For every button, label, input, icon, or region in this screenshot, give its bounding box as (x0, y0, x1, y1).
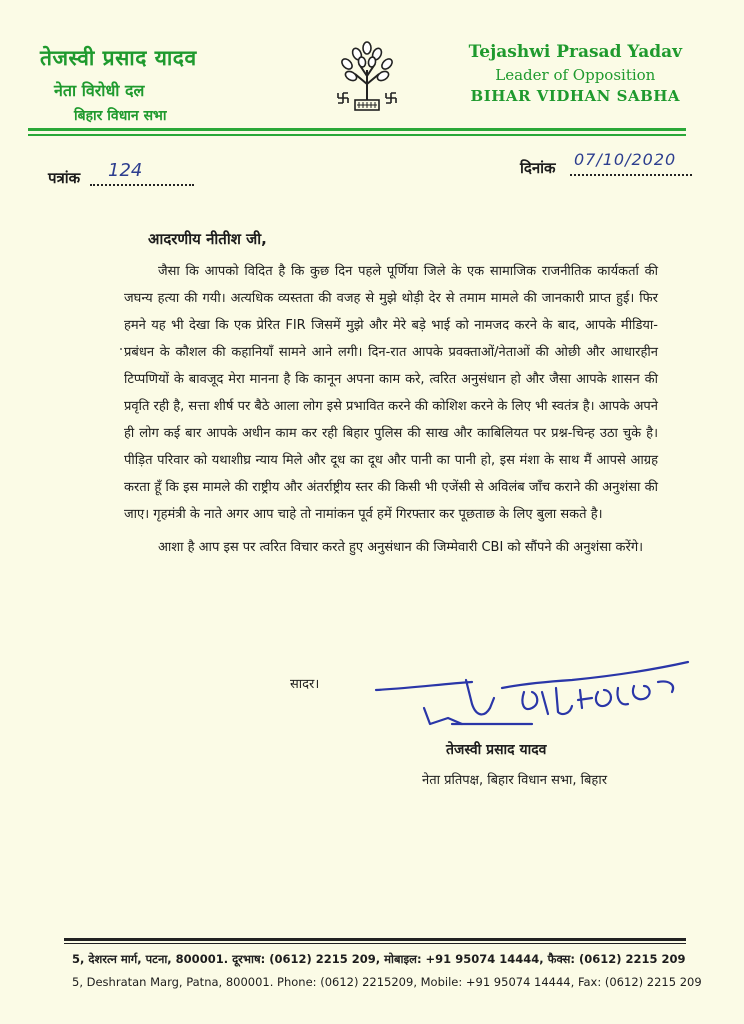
letterhead-english-post: Leader of Opposition (495, 66, 656, 84)
footer-rule-bottom (64, 943, 686, 944)
letterhead-hindi-name: तेजस्वी प्रसाद यादव (40, 46, 197, 70)
signatory-name: तेजस्वी प्रसाद यादव (446, 742, 547, 758)
letterhead-english-house: BIHAR VIDHAN SABHA (470, 87, 681, 105)
letterhead-hindi-house: बिहार विधान सभा (74, 108, 167, 124)
letter-body (124, 258, 658, 561)
scan-speck (120, 348, 122, 350)
footer-address-hindi: 5, देशरत्न मार्ग, पटना, 800001. दूरभाष: (0612) 2215 209, मोबाइल: +91 95074 14444, फैक्स: (0612) 2215 209 (72, 952, 686, 966)
reference-label: पत्रांक (48, 169, 81, 187)
salutation: आदरणीय नीतीश जी, (148, 230, 267, 248)
letterhead-rule-bottom (28, 134, 686, 136)
signatory-title: नेता प्रतिपक्ष, बिहार विधान सभा, बिहार (422, 773, 608, 788)
body-paragraph-1: जैसा कि आपको विदित है कि कुछ दिन पहले पूर्णिया जिले के एक सामाजिक राजनीतिक कार्यकर्ता की जघन्य हत्या की गयी। अत्यधिक व्यस्तता की वजह से मुझे थोड़ी देर से तमाम मामले की जानकारी प्राप्त हुई। फिर हमने यह भी देखा कि एक प्रेरित FIR जिसमें मुझे और मेरे बड़े भाई को नामजद करने के बाद, आपके मीडिया-प्रबंधन के कौशल की कहानियाँ सामने आने लगी। दिन-रात आपके प्रवक्ताओं/नेताओं की ओछी और आधारहीन टिप्पणियों के बावजूद मेरा मानना है कि कानून अपना काम करे, त्वरित अनुसंधान हो और जैसा आपके शासन की प्रवृति रही है, सत्ता शीर्ष पर बैठे आला लोग इसे प्रभावित करने की कोशिश करने के लिए भी स्वतंत्र है। आपके अपने ही लोग कई बार आपके अधीन काम कर रही बिहार पुलिस की साख और काबिलियत पर प्रश्न-चिन्ह उठा चुके है। पीड़ित परिवार को यथाशीघ्र न्याय मिले और दूध का दूध और पानी का पानी हो, इस मंशा के साथ मैं आपसे आग्रह करता हूँ कि इस मामले की राष्ट्रीय और अंतर्राष्ट्रीय स्तर की किसी भी एजेंसी से अविलंब जाँच कराने की अनुशंसा की जाए। गृहमंत्री के नाते अगर आप चाहे तो नामांकन पूर्व हमें गिरफ्तार कर पूछताछ के लिए बुला सकते है। (124, 264, 658, 522)
body-paragraph-2: आशा है आप इस पर त्वरित विचार करते हुए अनुसंधान की जिम्मेवारी CBI को सौंपने की अनुशंसा करेंगे। (158, 540, 644, 555)
bodhi-tree-emblem-icon (335, 40, 399, 116)
letterhead-english-name: Tejashwi Prasad Yadav (468, 42, 682, 62)
date-label: दिनांक (520, 159, 556, 177)
handwritten-signature (372, 658, 692, 736)
reference-number: 124 (108, 160, 143, 181)
letterhead-hindi (40, 44, 197, 125)
letterhead-rule-top (28, 128, 686, 131)
letterhead-english (469, 42, 682, 105)
closing: सादर। (290, 677, 320, 692)
letterhead-hindi-post: नेता विरोधी दल (54, 81, 145, 100)
footer-rule-top (64, 938, 686, 941)
footer-address-english: 5, Deshratan Marg, Patna, 800001. Phone: (0612) 2215209, Mobile: +91 95074 14444, Fax: (0612) 2215 209 (72, 975, 702, 989)
date-value: 07/10/2020 (574, 150, 677, 169)
